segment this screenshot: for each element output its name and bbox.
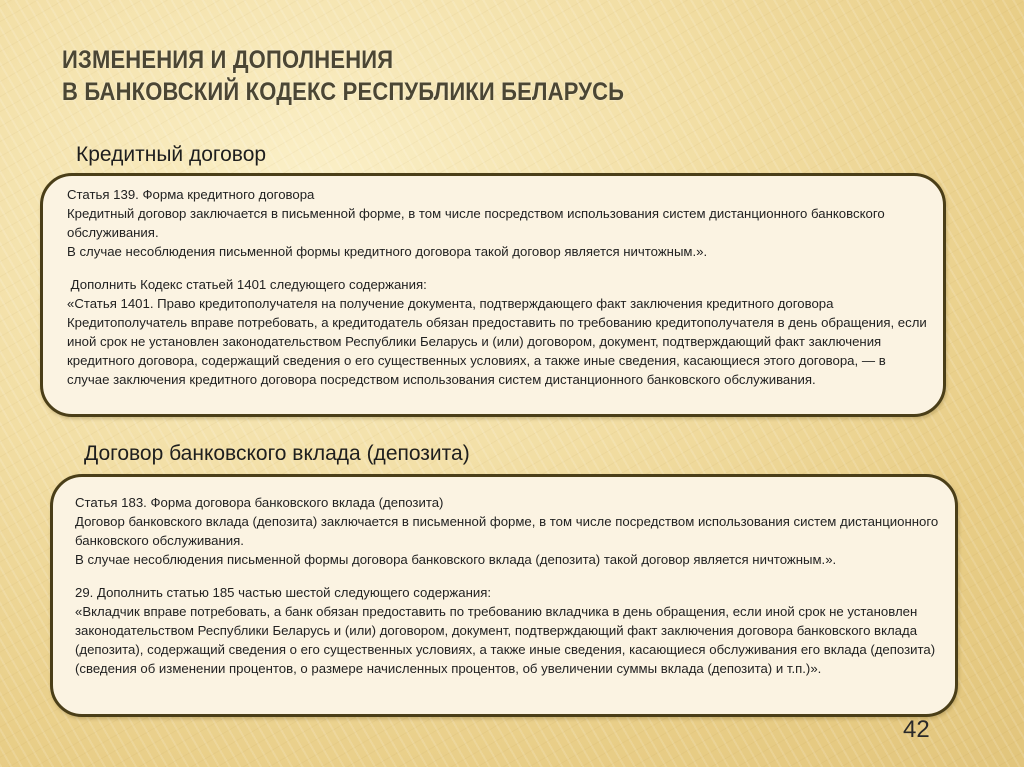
- section-heading-bank-deposit: Договор банковского вклада (депозита): [84, 442, 470, 465]
- article-paragraph: В случае несоблюдения письменной формы кредитного договора такой договор является ничтожным.».: [67, 244, 708, 259]
- article-heading: Статья 139. Форма кредитного договора: [67, 187, 315, 202]
- article-paragraph: В случае несоблюдения письменной формы договора банковского вклада (депозита) такой договор является ничтожным.».: [75, 552, 837, 567]
- bank-deposit-text-box: [50, 474, 958, 717]
- page-number: 42: [903, 716, 930, 743]
- credit-agreement-text-box: [40, 173, 946, 417]
- new-article-heading: «Статья 1401. Право кредитополучателя на получение документа, подтверждающего факт заключения кредитного договора: [67, 296, 834, 311]
- section-heading-credit-agreement: Кредитный договор: [76, 143, 267, 166]
- new-article-paragraph: Кредитополучатель вправе потребовать, а кредитодатель обязан предоставить по требованию кредитополучателя в день обращения, если иной срок не установлен законодательством Республики Беларусь и (или) договором, документ, подтверждающий факт заключения кредитного договора, содержащий сведения о его существенных условиях, а также иные сведения, касающиеся этого договора, — в случае заключения кредитного договора посредством использования систем дистанционного банковского обслуживания.: [67, 315, 927, 387]
- new-article-paragraph: «Вкладчик вправе потребовать, а банк обязан предоставить по требованию вкладчика в день обращения, если иной срок не установлен законодательством Республики Беларусь и (или) договором, документ, подтверждающий факт заключения договора банковского вклада (депозита), содержащий сведения о его существенных условиях, а также иные сведения, касающиеся обслуживания его вклада (депозита) (сведения об изменении процентов, о размере начисленных процентов, об увеличении суммы вклада (депозита) и т.п.)».: [75, 604, 936, 676]
- article-paragraph: Кредитный договор заключается в письменной форме, в том числе посредством использования систем дистанционного банковского обслуживания.: [67, 206, 885, 240]
- slide-title-line-1: ИЗМЕНЕНИЯ И ДОПОЛНЕНИЯ: [62, 46, 394, 74]
- article-heading: Статья 183. Форма договора банковского вклада (депозита): [75, 495, 444, 510]
- article-paragraph: Договор банковского вклада (депозита) заключается в письменной форме, в том числе посредством использования систем дистанционного банковского обслуживания.: [75, 514, 939, 548]
- amendment-intro: 29. Дополнить статью 185 частью шестой следующего содержания:: [75, 585, 492, 600]
- slide-title-line-2: В БАНКОВСКИЙ КОДЕКС РЕСПУБЛИКИ БЕЛАРУСЬ: [62, 78, 625, 106]
- amendment-intro: Дополнить Кодекс статьей 1401 следующего содержания:: [67, 277, 427, 292]
- slide-title: [62, 44, 962, 108]
